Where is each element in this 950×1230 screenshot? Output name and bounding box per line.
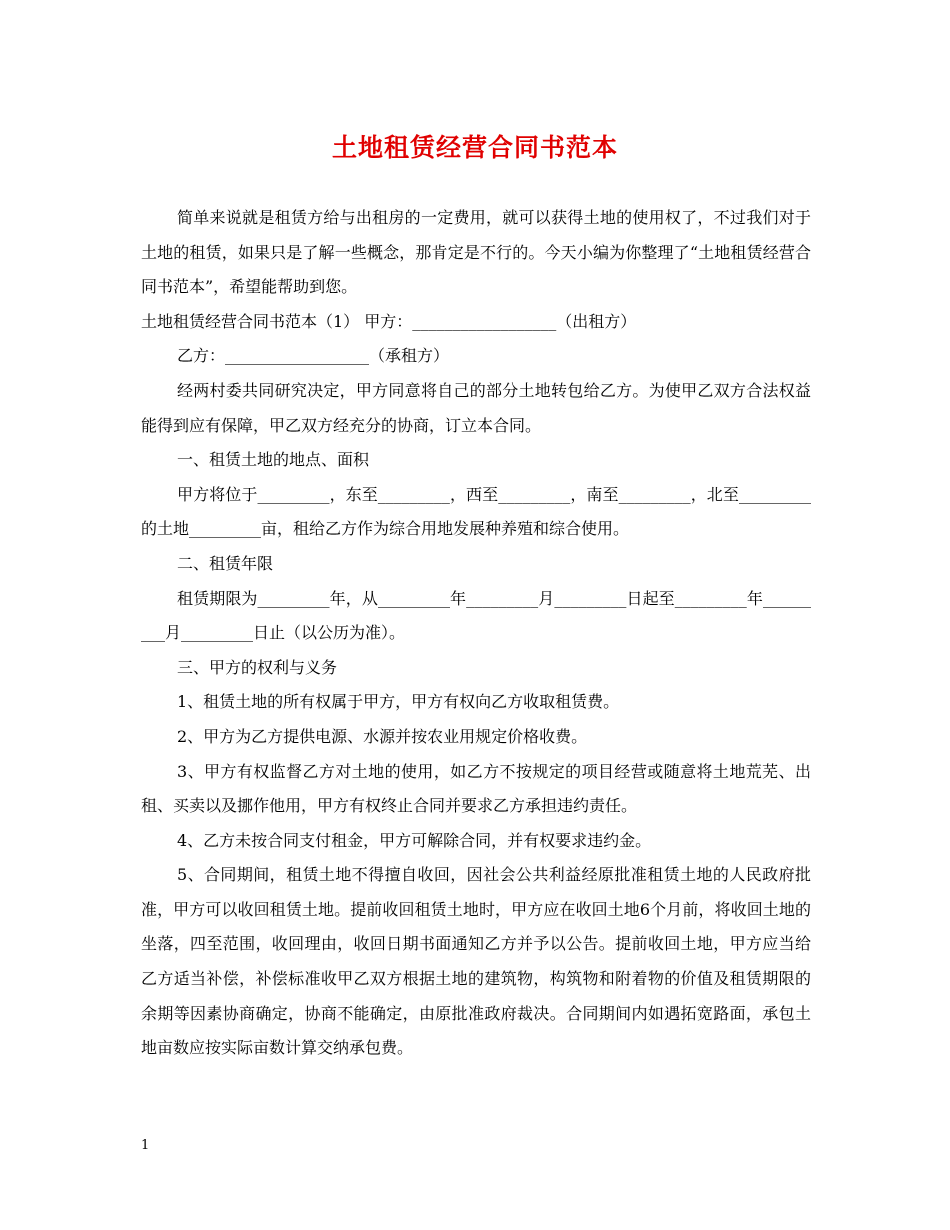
paragraph: 1、租赁土地的所有权属于甲方，甲方有权向乙方收取租赁费。 [177, 692, 620, 712]
paragraph: 二、租赁年限 [177, 553, 274, 573]
paragraph: 乙方：__________________（承租方） [177, 346, 450, 366]
paragraph: 甲方将位于_________，东至_________，西至_________，南至_________，北至_________的土地_________亩，租给乙方作为综合用地发展种养殖和综合使用。 [141, 484, 811, 539]
page-number: 1 [141, 1138, 150, 1153]
document-body [141, 201, 811, 1066]
paragraph: 三、甲方的权利与义务 [177, 657, 338, 677]
paragraph: 3、甲方有权监督乙方对土地的使用，如乙方不按规定的项目经营或随意将土地荒芜、出租、买卖以及挪作他用，甲方有权终止合同并要求乙方承担违约责任。 [141, 761, 811, 816]
paragraph: 简单来说就是租赁方给与出租房的一定费用，就可以获得土地的使用权了，不过我们对于土地的租赁，如果只是了解一些概念，那肯定是不行的。今天小编为你整理了“土地租赁经营合同书范本”，希望能帮助到您。 [141, 208, 811, 297]
paragraph: 租赁期限为_________年，从_________年_________月_________日起至_________年_________月_________日止（以公历为准）。 [141, 588, 811, 643]
paragraph: 2、甲方为乙方提供电源、水源并按农业用规定价格收费。 [177, 726, 588, 746]
paragraph: 土地租赁经营合同书范本（1） 甲方：__________________（出租方） [141, 311, 637, 331]
paragraph: 经两村委共同研究决定，甲方同意将自己的部分土地转包给乙方。为使甲乙双方合法权益能得到应有保障，甲乙双方经充分的协商，订立本合同。 [141, 380, 811, 435]
paragraph: 一、租赁土地的地点、面积 [177, 450, 370, 470]
document-title: 土地租赁经营合同书范本 [331, 133, 618, 162]
paragraph: 5、合同期间，租赁土地不得擅自收回，因社会公共利益经原批准租赁土地的人民政府批准，甲方可以收回租赁土地。提前收回租赁土地时，甲方应在收回土地6个月前，将收回土地的坐落，四至范围，收回理由，收回日期书面通知乙方并予以公告。提前收回土地，甲方应当给乙方适当补偿，补偿标准收甲乙双方根据土地的建筑物，构筑物和附着物的价值及租赁期限的余期等因素协商确定，协商不能确定，由原批准政府裁决。合同期间内如遇拓宽路面，承包土地亩数应按实际亩数计算交纳承包费。 [141, 865, 811, 1058]
paragraph: 4、乙方未按合同支付租金，甲方可解除合同，并有权要求违约金。 [177, 830, 652, 850]
